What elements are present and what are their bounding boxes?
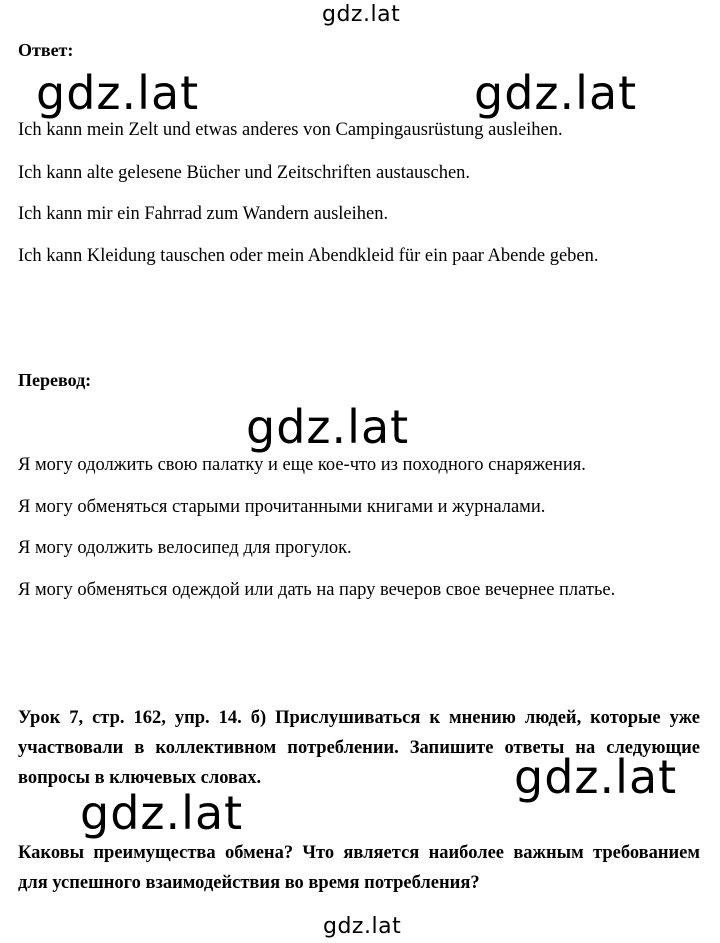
translation-line: Я могу одолжить велосипед для прогулок. — [18, 538, 352, 558]
translation-line: Я могу одолжить свою палатку и еще кое-что из походного снаряжения. — [18, 455, 586, 475]
watermark-large: gdz.lat — [80, 786, 244, 840]
watermark-large: gdz.lat — [514, 750, 678, 804]
watermark-bottom: gdz.lat — [323, 914, 402, 939]
answer-line: Ich kann mein Zelt und etwas anderes von Campingausrüstung ausleihen. — [18, 120, 563, 140]
answer-line: Ich kann alte gelesene Bücher und Zeitschriften austauschen. — [18, 163, 471, 183]
answer-line: Ich kann Kleidung tauschen oder mein Abendkleid für ein paar Abende geben. — [18, 246, 599, 266]
watermark-large: gdz.lat — [474, 66, 638, 120]
answer-line: Ich kann mir ein Fahrrad zum Wandern ausleihen. — [18, 204, 389, 224]
lesson-task: Урок 7, стр. 162, упр. 14. б) Прислушиваться к мнению людей, которые уже участвовали в коллективном потреблении. Запишите ответы на следующие вопросы в ключевых словах. — [18, 708, 700, 788]
watermark-top: gdz.lat — [322, 2, 401, 27]
translation-line: Я могу обменяться старыми прочитанными книгами и журналами. — [18, 497, 546, 517]
translation-heading: Перевод: — [18, 370, 92, 390]
lesson-questions: Каковы преимущества обмена? Что является наиболее важным требованием для успешного взаимодействия во время потребления? — [18, 843, 700, 893]
answer-heading: Ответ: — [18, 40, 74, 60]
watermark-large: gdz.lat — [246, 400, 410, 454]
translation-line: Я могу обменяться одеждой или дать на пару вечеров свое вечернее платье. — [18, 580, 616, 600]
watermark-large: gdz.lat — [36, 66, 200, 120]
